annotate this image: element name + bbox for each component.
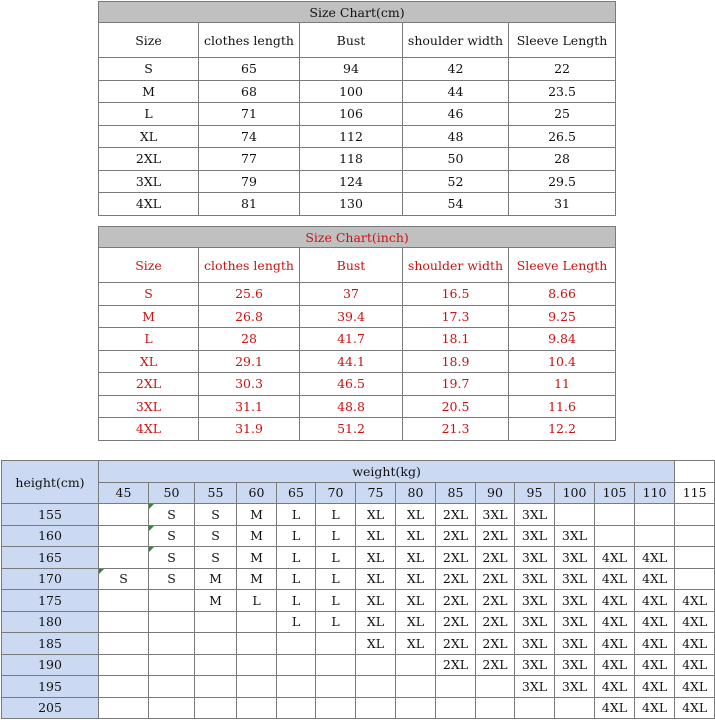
size-cell: 4XL <box>595 633 635 655</box>
size-cell: L <box>316 611 356 633</box>
size-cell <box>149 697 195 719</box>
size-chart-cm-cell: 81 <box>199 193 300 216</box>
size-cell: XL <box>356 633 396 655</box>
size-cell <box>595 525 635 547</box>
size-chart-inch-cell: 18.1 <box>403 328 509 351</box>
size-cell: 4XL <box>675 697 715 719</box>
size-chart-inch-row <box>99 350 616 373</box>
size-cell <box>237 676 277 698</box>
size-chart-inch-cell: 31.9 <box>199 418 300 441</box>
size-cell <box>149 676 195 698</box>
size-cell: S <box>149 568 195 590</box>
size-cell: 2XL <box>436 654 476 676</box>
height-row <box>2 633 715 655</box>
size-cell: 3XL <box>555 525 595 547</box>
size-cell: L <box>277 525 316 547</box>
size-cell: XL <box>356 590 396 612</box>
size-chart-cm-cell: 124 <box>300 170 403 193</box>
size-cell <box>237 654 277 676</box>
size-cell: 3XL <box>555 654 595 676</box>
size-chart-cm-cell: 2XL <box>99 148 199 171</box>
size-chart-inch-cell: XL <box>99 350 199 373</box>
size-cell: 3XL <box>515 654 555 676</box>
size-cell: 3XL <box>515 525 555 547</box>
size-chart-inch-cell: 2XL <box>99 373 199 396</box>
size-cell: XL <box>356 504 396 526</box>
height-value: 180 <box>2 611 99 633</box>
size-cell: XL <box>396 504 436 526</box>
size-chart-inch-cell: 25.6 <box>199 283 300 306</box>
height-value: 190 <box>2 654 99 676</box>
size-cell <box>99 633 149 655</box>
size-chart-inch-cell: 37 <box>300 283 403 306</box>
size-chart-cm-header-cell: shoulder width <box>403 23 509 58</box>
weight-column-label: 50 <box>149 482 195 504</box>
size-cell: L <box>316 547 356 569</box>
weight-column-label: 115 <box>675 482 715 504</box>
size-cell: 3XL <box>555 568 595 590</box>
size-cell: 4XL <box>635 568 675 590</box>
weight-column-label: 60 <box>237 482 277 504</box>
size-cell: L <box>316 504 356 526</box>
size-chart-cm-header-cell: Size <box>99 23 199 58</box>
size-cell: 4XL <box>595 697 635 719</box>
size-chart-cm <box>98 1 616 216</box>
size-cell <box>356 697 396 719</box>
size-cell: 3XL <box>515 568 555 590</box>
size-cell: 2XL <box>476 633 515 655</box>
size-cell: 2XL <box>436 504 476 526</box>
size-cell: 4XL <box>675 611 715 633</box>
size-chart-inch-cell: 44.1 <box>300 350 403 373</box>
size-chart-cm-cell: 46 <box>403 103 509 126</box>
size-cell: 3XL <box>515 676 555 698</box>
size-chart-cm-cell: XL <box>99 125 199 148</box>
size-chart-inch-cell: 16.5 <box>403 283 509 306</box>
size-cell <box>675 504 715 526</box>
size-cell <box>316 654 356 676</box>
size-cell <box>195 654 237 676</box>
height-row <box>2 697 715 719</box>
size-cell <box>356 676 396 698</box>
size-cell: L <box>316 590 356 612</box>
size-cell <box>195 611 237 633</box>
size-cell <box>195 676 237 698</box>
height-value: 160 <box>2 525 99 547</box>
size-cell <box>149 654 195 676</box>
size-cell <box>237 697 277 719</box>
size-chart-cm-header-cell: Sleeve Length <box>509 23 616 58</box>
size-chart-cm-header-row <box>99 23 616 58</box>
size-cell: S <box>195 504 237 526</box>
size-cell <box>356 654 396 676</box>
height-row <box>2 547 715 569</box>
size-chart-inch-cell: 39.4 <box>300 305 403 328</box>
size-chart-inch-row <box>99 418 616 441</box>
size-chart-inch-cell: 41.7 <box>300 328 403 351</box>
size-cell: XL <box>356 568 396 590</box>
height-row <box>2 654 715 676</box>
size-chart-inch-cell: 11.6 <box>509 395 616 418</box>
height-row <box>2 590 715 612</box>
size-chart-cm-cell: 100 <box>300 80 403 103</box>
size-cell: 4XL <box>595 654 635 676</box>
size-cell: S <box>195 525 237 547</box>
weight-column-label: 110 <box>635 482 675 504</box>
height-row <box>2 568 715 590</box>
size-cell: M <box>237 504 277 526</box>
size-cell <box>237 633 277 655</box>
size-cell: 4XL <box>595 568 635 590</box>
size-chart-inch-body <box>99 227 616 441</box>
size-chart-inch-cell: 11 <box>509 373 616 396</box>
size-cell: 2XL <box>476 547 515 569</box>
size-chart-inch-cell: 29.1 <box>199 350 300 373</box>
size-chart-inch-cell: 12.2 <box>509 418 616 441</box>
size-cell <box>99 547 149 569</box>
size-cell: 4XL <box>675 633 715 655</box>
size-chart-cm-cell: 26.5 <box>509 125 616 148</box>
weight-column-label: 85 <box>436 482 476 504</box>
size-cell: 4XL <box>635 611 675 633</box>
size-cell: 2XL <box>476 590 515 612</box>
size-cell: L <box>277 547 316 569</box>
size-cell <box>555 697 595 719</box>
size-cell: 2XL <box>436 547 476 569</box>
size-cell: 3XL <box>555 676 595 698</box>
size-chart-cm-row <box>99 193 616 216</box>
size-cell <box>195 633 237 655</box>
size-chart-inch-cell: 10.4 <box>509 350 616 373</box>
size-cell: L <box>316 568 356 590</box>
size-cell: 4XL <box>635 633 675 655</box>
size-chart-inch-cell: 19.7 <box>403 373 509 396</box>
size-chart-inch-cell: L <box>99 328 199 351</box>
height-value: 170 <box>2 568 99 590</box>
size-chart-inch-cell: 26.8 <box>199 305 300 328</box>
size-cell <box>99 676 149 698</box>
size-cell: L <box>277 611 316 633</box>
size-cell: M <box>237 547 277 569</box>
size-cell: 4XL <box>675 654 715 676</box>
size-cell <box>476 676 515 698</box>
size-chart-cm-row <box>99 148 616 171</box>
size-cell: XL <box>396 525 436 547</box>
size-cell: 3XL <box>555 611 595 633</box>
size-cell: XL <box>396 547 436 569</box>
size-chart-inch-row <box>99 328 616 351</box>
size-chart-cm-cell: 74 <box>199 125 300 148</box>
size-chart-inch-cell: 17.3 <box>403 305 509 328</box>
size-chart-cm-cell: 112 <box>300 125 403 148</box>
height-row <box>2 676 715 698</box>
size-cell: S <box>149 547 195 569</box>
weight-label: weight(kg) <box>99 461 675 483</box>
size-chart-cm-body <box>99 2 616 216</box>
size-cell <box>149 590 195 612</box>
size-cell: XL <box>396 590 436 612</box>
size-chart-inch-cell: S <box>99 283 199 306</box>
size-cell: 4XL <box>595 547 635 569</box>
size-cell: 4XL <box>635 676 675 698</box>
size-cell: L <box>237 590 277 612</box>
size-chart-cm-cell: 3XL <box>99 170 199 193</box>
size-chart-inch-cell: 9.84 <box>509 328 616 351</box>
size-chart-cm-cell: M <box>99 80 199 103</box>
weight-columns-row <box>2 482 715 504</box>
size-chart-inch-header-cell: clothes length <box>199 248 300 283</box>
weight-column-label: 90 <box>476 482 515 504</box>
size-cell <box>149 611 195 633</box>
size-cell: 4XL <box>595 611 635 633</box>
weight-column-label: 105 <box>595 482 635 504</box>
size-cell: 4XL <box>635 654 675 676</box>
size-chart-cm-cell: 54 <box>403 193 509 216</box>
size-chart-cm-header-cell: Bust <box>300 23 403 58</box>
size-cell <box>99 504 149 526</box>
size-chart-cm-cell: 94 <box>300 58 403 81</box>
height-value: 165 <box>2 547 99 569</box>
size-chart-cm-cell: 52 <box>403 170 509 193</box>
size-cell <box>316 633 356 655</box>
height-label: height(cm) <box>2 461 99 504</box>
size-chart-inch-header-row <box>99 248 616 283</box>
size-chart-cm-cell: 79 <box>199 170 300 193</box>
height-value: 195 <box>2 676 99 698</box>
size-chart-inch-cell: 51.2 <box>300 418 403 441</box>
size-cell <box>595 504 635 526</box>
weight-column-label: 70 <box>316 482 356 504</box>
weight-column-label: 95 <box>515 482 555 504</box>
size-cell <box>316 697 356 719</box>
size-chart-cm-cell: 29.5 <box>509 170 616 193</box>
size-cell: L <box>316 525 356 547</box>
size-chart-cm-cell: 28 <box>509 148 616 171</box>
size-chart-cm-cell: 48 <box>403 125 509 148</box>
size-cell <box>675 547 715 569</box>
size-cell <box>436 676 476 698</box>
size-cell: XL <box>356 547 396 569</box>
size-cell: 3XL <box>515 590 555 612</box>
size-cell <box>396 676 436 698</box>
size-chart-cm-row <box>99 80 616 103</box>
height-row <box>2 504 715 526</box>
size-cell <box>635 525 675 547</box>
size-cell: XL <box>396 633 436 655</box>
size-cell: M <box>195 590 237 612</box>
size-chart-cm-cell: 50 <box>403 148 509 171</box>
size-chart-inch-cell: 4XL <box>99 418 199 441</box>
size-chart-inch-cell: 21.3 <box>403 418 509 441</box>
height-value: 155 <box>2 504 99 526</box>
size-chart-inch <box>98 226 616 441</box>
size-chart-inch-title: Size Chart(inch) <box>99 227 616 248</box>
size-chart-cm-cell: 42 <box>403 58 509 81</box>
size-cell: 4XL <box>635 547 675 569</box>
size-cell: L <box>277 590 316 612</box>
size-cell: 2XL <box>476 525 515 547</box>
size-cell <box>99 697 149 719</box>
size-cell <box>396 697 436 719</box>
size-chart-inch-row <box>99 283 616 306</box>
weight-column-label: 45 <box>99 482 149 504</box>
size-chart-cm-cell: 23.5 <box>509 80 616 103</box>
size-chart-inch-header-cell: Sleeve Length <box>509 248 616 283</box>
height-row <box>2 611 715 633</box>
size-cell: 2XL <box>436 611 476 633</box>
size-chart-inch-cell: 30.3 <box>199 373 300 396</box>
size-cell: 4XL <box>595 590 635 612</box>
size-chart-cm-cell: 31 <box>509 193 616 216</box>
size-chart-cm-cell: L <box>99 103 199 126</box>
size-cell <box>515 697 555 719</box>
size-chart-cm-cell: 44 <box>403 80 509 103</box>
size-cell: 3XL <box>555 547 595 569</box>
size-chart-cm-cell: 71 <box>199 103 300 126</box>
size-chart-inch-cell: 28 <box>199 328 300 351</box>
size-chart-inch-header-cell: shoulder width <box>403 248 509 283</box>
size-cell: 4XL <box>675 676 715 698</box>
size-cell <box>195 697 237 719</box>
size-chart-inch-cell: 20.5 <box>403 395 509 418</box>
size-chart-cm-row <box>99 125 616 148</box>
size-cell <box>277 633 316 655</box>
size-chart-cm-cell: 130 <box>300 193 403 216</box>
size-cell <box>316 676 356 698</box>
size-chart-inch-header-cell: Bust <box>300 248 403 283</box>
weight-column-label: 80 <box>396 482 436 504</box>
size-cell: XL <box>356 611 396 633</box>
height-weight-chart-body <box>2 461 715 719</box>
size-cell: 3XL <box>515 611 555 633</box>
size-chart-inch-cell: 31.1 <box>199 395 300 418</box>
size-cell: XL <box>356 525 396 547</box>
size-cell: S <box>195 547 237 569</box>
size-chart-cm-cell: 106 <box>300 103 403 126</box>
size-cell: 2XL <box>436 590 476 612</box>
size-cell: 3XL <box>515 547 555 569</box>
size-cell <box>635 504 675 526</box>
size-chart-inch-cell: M <box>99 305 199 328</box>
size-cell: 4XL <box>675 590 715 612</box>
size-cell <box>277 697 316 719</box>
weight-header-corner <box>675 461 715 483</box>
size-cell: 2XL <box>476 568 515 590</box>
size-chart-cm-cell: 68 <box>199 80 300 103</box>
size-cell: S <box>149 504 195 526</box>
size-cell: 3XL <box>515 633 555 655</box>
size-cell: 2XL <box>476 654 515 676</box>
size-chart-inch-header-cell: Size <box>99 248 199 283</box>
size-cell: 2XL <box>476 611 515 633</box>
size-chart-inch-cell: 46.5 <box>300 373 403 396</box>
size-chart-inch-row <box>99 395 616 418</box>
size-cell <box>396 654 436 676</box>
size-cell: S <box>149 525 195 547</box>
size-chart-cm-cell: 77 <box>199 148 300 171</box>
height-weight-chart <box>1 460 715 719</box>
size-cell <box>675 525 715 547</box>
weight-column-label: 65 <box>277 482 316 504</box>
size-chart-cm-row <box>99 58 616 81</box>
size-cell <box>99 611 149 633</box>
size-cell: 4XL <box>595 676 635 698</box>
size-cell <box>436 697 476 719</box>
size-cell: 3XL <box>515 504 555 526</box>
size-cell <box>277 676 316 698</box>
size-cell <box>99 654 149 676</box>
height-value: 205 <box>2 697 99 719</box>
size-cell: 4XL <box>635 590 675 612</box>
height-value: 175 <box>2 590 99 612</box>
size-cell: L <box>277 504 316 526</box>
size-cell <box>277 654 316 676</box>
size-chart-inch-row <box>99 305 616 328</box>
size-cell: M <box>237 568 277 590</box>
height-value: 185 <box>2 633 99 655</box>
size-cell: 2XL <box>436 525 476 547</box>
size-chart-cm-title: Size Chart(cm) <box>99 2 616 23</box>
size-cell: 4XL <box>635 697 675 719</box>
size-chart-inch-cell: 8.66 <box>509 283 616 306</box>
size-cell <box>149 633 195 655</box>
size-cell: L <box>277 568 316 590</box>
size-cell: 3XL <box>476 504 515 526</box>
size-chart-cm-cell: 65 <box>199 58 300 81</box>
size-chart-inch-cell: 18.9 <box>403 350 509 373</box>
size-chart-cm-cell: 4XL <box>99 193 199 216</box>
size-cell <box>99 590 149 612</box>
size-cell: 3XL <box>555 633 595 655</box>
size-cell: M <box>195 568 237 590</box>
size-cell: XL <box>396 611 436 633</box>
size-cell <box>476 697 515 719</box>
size-cell <box>675 568 715 590</box>
size-cell <box>237 611 277 633</box>
size-chart-cm-row <box>99 170 616 193</box>
weight-column-label: 100 <box>555 482 595 504</box>
weight-column-label: 55 <box>195 482 237 504</box>
size-cell: 2XL <box>436 633 476 655</box>
size-cell: XL <box>396 568 436 590</box>
size-cell: M <box>237 525 277 547</box>
size-chart-cm-cell: S <box>99 58 199 81</box>
size-chart-cm-row <box>99 103 616 126</box>
size-chart-cm-cell: 25 <box>509 103 616 126</box>
size-chart-inch-cell: 48.8 <box>300 395 403 418</box>
size-chart-cm-header-cell: clothes length <box>199 23 300 58</box>
size-chart-inch-cell: 9.25 <box>509 305 616 328</box>
size-cell <box>555 504 595 526</box>
weight-column-label: 75 <box>356 482 396 504</box>
size-cell: 2XL <box>436 568 476 590</box>
size-chart-inch-cell: 3XL <box>99 395 199 418</box>
size-cell: 3XL <box>555 590 595 612</box>
size-cell: S <box>99 568 149 590</box>
size-cell <box>99 525 149 547</box>
height-row <box>2 525 715 547</box>
size-chart-cm-cell: 118 <box>300 148 403 171</box>
size-chart-inch-row <box>99 373 616 396</box>
size-chart-cm-cell: 22 <box>509 58 616 81</box>
